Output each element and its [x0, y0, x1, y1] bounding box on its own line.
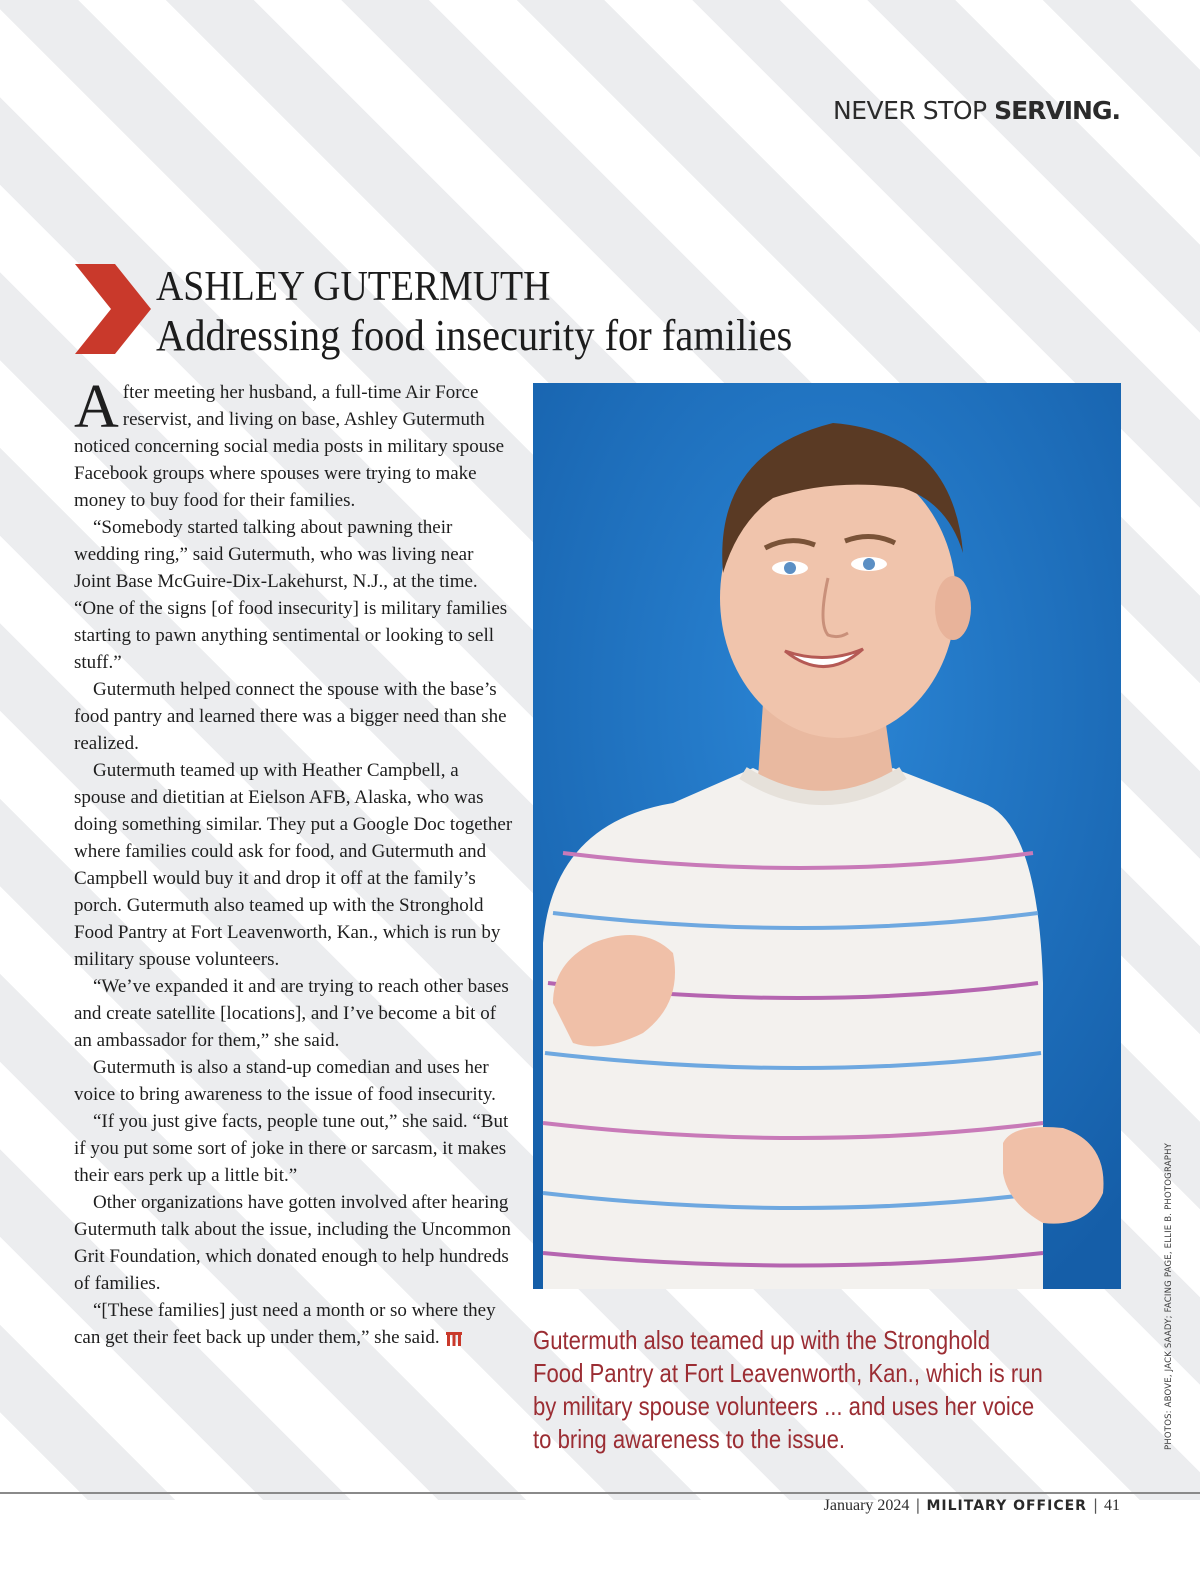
article-headline [156, 264, 848, 360]
caption-line: to bring awareness to the issue. [533, 1424, 846, 1454]
caption-line: Food Pantry at Fort Leavenworth, Kan., which is run [533, 1358, 1043, 1388]
end-mark-icon [446, 1332, 462, 1346]
footer-separator: | [915, 1496, 921, 1514]
article-body [74, 373, 514, 1351]
article-paragraph [74, 1297, 514, 1351]
portrait-photo [533, 383, 1121, 1289]
chevron-icon [75, 264, 151, 354]
profile-name: ASHLEY GUTERMUTH [156, 264, 551, 310]
article-paragraph [74, 373, 514, 514]
article-paragraph: “If you just give facts, people tune out,” she said. “But if you put some sort of joke in there or sarcasm, it makes their ears perk up a little bit.” [74, 1111, 509, 1186]
article-paragraph: “Somebody started talking about pawning their wedding ring,” said Gutermuth, who was living near Joint Base McGuire-Dix-Lakehurst, N.J., at the time. “One of the signs [of food insecurity] is military families starting to pawn anything sentimental or looking to sell stuff.” [74, 517, 508, 673]
drop-cap: A [74, 373, 119, 441]
footer-separator: | [1092, 1496, 1098, 1514]
publication-name: MILITARY OFFICER [926, 1498, 1087, 1514]
article-paragraph: Gutermuth teamed up with Heather Campbell, a spouse and dietitian at Eielson AFB, Alaska, who was doing something similar. They put a Google Doc together where families could ask for food, and Gutermuth and Campbell would buy it and drop it off at the family’s porch. Gutermuth also teamed up with the Stronghold Food Pantry at Fort Leavenworth, Kan., which is run by military spouse volunteers. [74, 760, 513, 970]
tagline-regular: NEVER STOP [833, 96, 995, 125]
paragraph-text: fter meeting her husband, a full-time Air Force reservist, and living on base, Ashley Gutermuth noticed concerning social media posts in military spouse Facebook groups where spouses were trying to make money to buy food for their families. [74, 382, 505, 511]
article-paragraph: Gutermuth is also a stand-up comedian and uses her voice to bring awareness to the issue of food insecurity. [74, 1057, 496, 1105]
caption-line: by military spouse volunteers ... and uses her voice [533, 1391, 1035, 1421]
article-paragraph: “We’ve expanded it and are trying to reach other bases and create satellite [locations], and I’ve become a bit of an ambassador for them,” she said. [74, 976, 509, 1051]
page-footer [824, 1496, 1120, 1515]
article-paragraph: Gutermuth helped connect the spouse with the base’s food pantry and learned there was a bigger need than she realized. [74, 679, 507, 754]
portrait-illustration [533, 383, 1121, 1289]
photo-credit: PHOTOS: ABOVE, JACK SAADY; FACING PAGE, ELLIE B. PHOTOGRAPHY [1164, 1142, 1174, 1450]
issue-date: January 2024 [823, 1497, 910, 1514]
page-number: 41 [1104, 1497, 1120, 1514]
tagline-bold: SERVING. [994, 96, 1120, 125]
footer-rule [0, 1492, 1200, 1494]
article-subtitle: Addressing food insecurity for families [156, 311, 793, 361]
caption-line: Gutermuth also teamed up with the Stronghold [533, 1325, 991, 1355]
photo-caption [533, 1324, 1043, 1456]
section-tagline [833, 96, 1120, 125]
article-paragraph: Other organizations have gotten involved after hearing Gutermuth talk about the issue, including the Uncommon Grit Foundation, which donated enough to help hundreds of families. [74, 1192, 511, 1294]
paragraph-text: “[These families] just need a month or so where they can get their feet back up under them,” she said. [74, 1300, 496, 1348]
